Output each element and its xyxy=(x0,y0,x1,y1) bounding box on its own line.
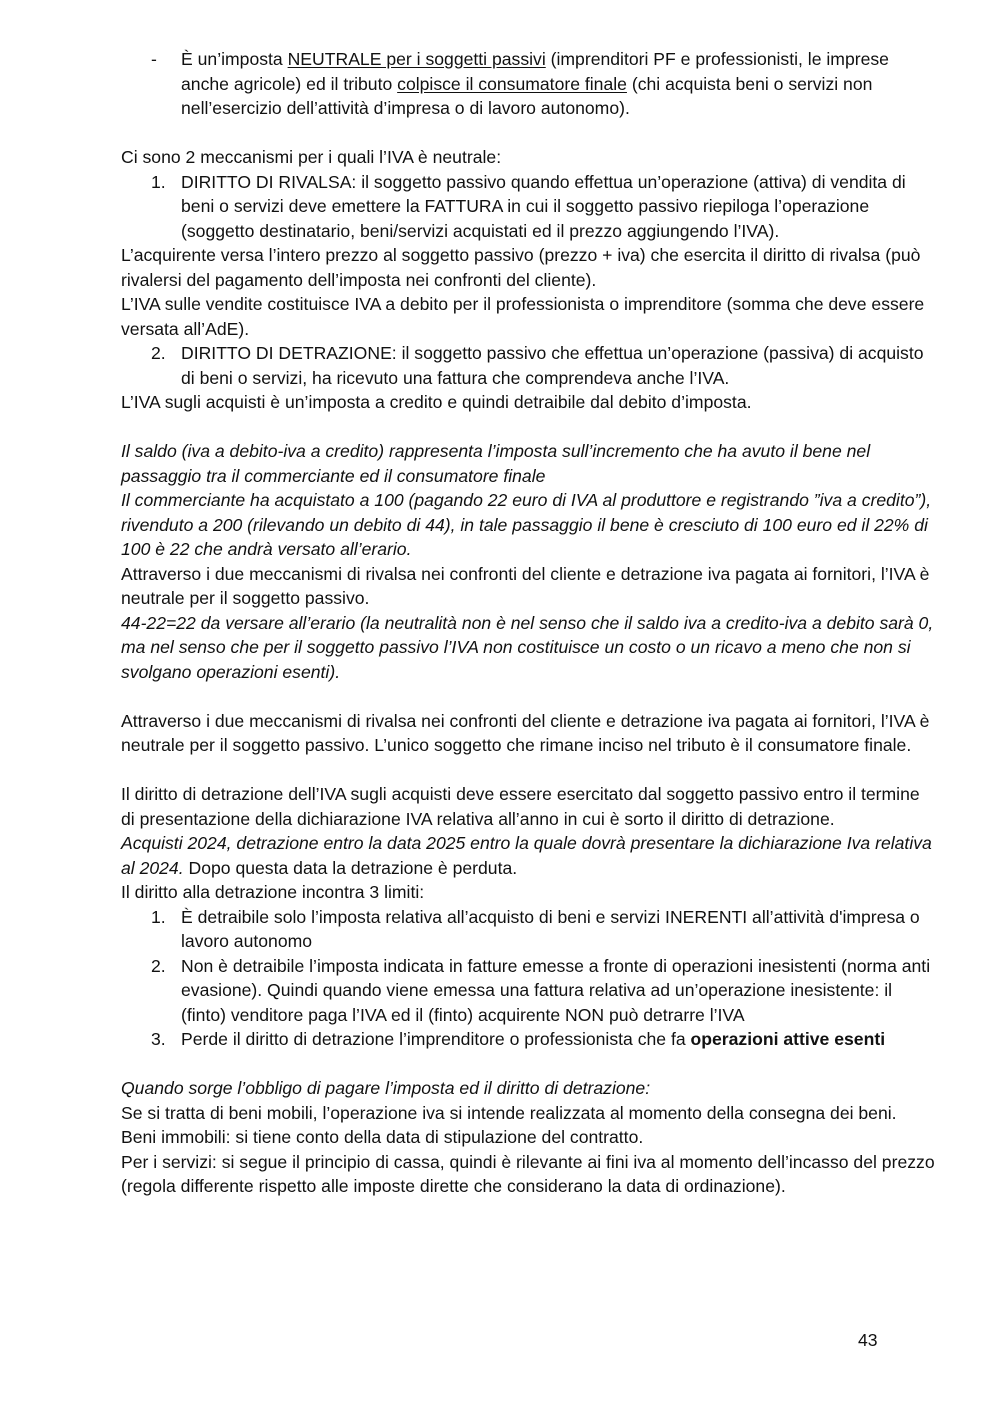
detrazione-paragraph: L’IVA sugli acquisti è un’imposta a credito e quindi detraibile dal debito d’imposta. xyxy=(121,392,752,412)
quando-italic: Quando sorge l’obbligo di pagare l’imposta ed il diritto di detrazione: xyxy=(121,1078,651,1098)
intro-paragraph xyxy=(181,47,936,121)
list-item-detrazione xyxy=(121,341,936,390)
list-item-text xyxy=(181,1027,936,1052)
diritto-paragraph: Il diritto di detrazione dell’IVA sugli acquisti deve essere esercitato dal soggetto passivo entro il termine di presentazione della dichiarazione IVA relativa all’anno in cui è sorto il diritto di detrazione. xyxy=(121,784,920,829)
mobili-paragraph: Se si tratta di beni mobili, l’operazione iva si intende realizzata al momento della consegna dei beni. xyxy=(121,1102,897,1123)
underlined-neutrale: NEUTRALE per i soggetti passivi xyxy=(287,49,546,69)
list-item-limite-3 xyxy=(121,1027,936,1052)
bold-operazioni-esenti: operazioni attive esenti xyxy=(690,1029,886,1049)
calc-italic: 44-22=22 da versare all’erario (la neutralità non è nel senso che il saldo iva a credito-iva a debito sarà 0, ma nel senso che per il soggetto passivo l’IVA non costituisce un costo o un ricavo a meno che non si svolgano operazioni esenti). xyxy=(121,612,934,682)
list-item-text: DIRITTO DI DETRAZIONE: il soggetto passivo che effettua un’operazione (passiva) di acquisto di beni o servizi, ha ricevuto una fattura che comprendeva anche l’IVA. xyxy=(181,343,924,388)
list-item-limite-1 xyxy=(121,905,936,954)
rivalsa-paragraph-2: L’IVA sulle vendite costituisce IVA a debito per il professionista o imprenditore (somma che deve essere versata all’AdE). xyxy=(121,294,925,339)
list-item-rivalsa xyxy=(121,170,936,244)
limiti-intro: Il diritto alla detrazione incontra 3 limiti: xyxy=(121,882,425,902)
list-number: 3. xyxy=(151,1029,166,1049)
list-item-limite-2 xyxy=(121,954,936,1028)
page-number: 43 xyxy=(858,1330,878,1350)
rivalsa-paragraph-1: L’acquirente versa l’intero prezzo al soggetto passivo (prezzo + iva) che esercita il diritto di rivalsa (può rivalersi del pagamento dell’imposta nei confronti del cliente). xyxy=(121,245,921,290)
list-number: 1. xyxy=(151,171,166,192)
meccanismi-intro: Ci sono 2 meccanismi per i quali l’IVA è neutrale: xyxy=(121,147,502,167)
attraverso-paragraph-2: Attraverso i due meccanismi di rivalsa nei confronti del cliente e detrazione iva pagata ai fornitori, l’IVA è neutrale per il soggetto passivo. L’unico soggetto che rimane inciso nel tributo è il consumatore finale. xyxy=(121,710,930,755)
acquisti-italic: Acquisti 2024, detrazione entro la data 2025 entro la quale dovrà presentare la dichiarazione Iva relativa al 2024. xyxy=(121,833,932,878)
acquisti-paragraph xyxy=(121,831,936,880)
saldo-italic-1: Il saldo (iva a debito-iva a credito) rappresenta l’imposta sull’incremento che ha avuto il bene nel passaggio tra il commerciante ed il consumatore finale xyxy=(121,441,871,486)
list-item-text: DIRITTO DI RIVALSA: il soggetto passivo quando effettua un’operazione (attiva) di vendita di beni o servizi deve emettere la FATTURA in cui il soggetto passivo riepiloga l’operazione (soggetto destinatario, beni/servizi acquistati ed il prezzo aggiungendo l’IVA). xyxy=(181,171,906,241)
bullet-item-neutrale xyxy=(121,47,936,121)
intro-text-a: È un’imposta xyxy=(181,49,288,69)
page-content xyxy=(121,47,936,1199)
list-item-text: Non è detraibile l’imposta indicata in fatture emesse a fronte di operazioni inesistenti (norma anti evasione). Quindi quando viene emessa una fattura relativa ad un’operazione inesistente: il (finto) venditore paga l’IVA ed il (finto) acquirente NON può detrarre l’IVA xyxy=(181,955,931,1025)
servizi-paragraph: Per i servizi: si segue il principio di cassa, quindi è rilevante ai fini iva al momento dell’incasso del prezzo (regola differente rispetto alle imposte dirette che considerano la data di ordinazione). xyxy=(121,1151,935,1196)
list-number: 2. xyxy=(151,955,166,976)
list-number: 2. xyxy=(151,343,166,363)
immobili-paragraph: Beni immobili: si tiene conto della data di stipulazione del contratto. xyxy=(121,1127,644,1147)
intro-text-c: (imprenditori PF e professionisti, le imprese anche agricole) ed il tributo xyxy=(181,49,889,94)
acquisti-rest: Dopo questa data la detrazione è perduta. xyxy=(183,857,518,878)
list-item-text: È detraibile solo l’imposta relativa all’acquisto di beni e servizi INERENTI all’attività d'impresa o lavoro autonomo xyxy=(181,906,920,951)
attraverso-paragraph-1: Attraverso i due meccanismi di rivalsa nei confronti del cliente e detrazione iva pagata ai fornitori, l’IVA è neutrale per il soggetto passivo. xyxy=(121,563,930,608)
list-number: 1. xyxy=(151,906,166,927)
intro-text-e: (chi acquista beni o servizi non nell’esercizio dell’attività d’impresa o di lavoro autonomo). xyxy=(181,73,873,118)
bullet-dash: - xyxy=(151,49,157,69)
saldo-italic-2: Il commerciante ha acquistato a 100 (pagando 22 euro di IVA al produttore e registrando ”iva a credito”), rivenduto a 200 (rilevando un debito di 44), in tale passaggio il bene è cresciuto di 100 euro ed il 22% di 100 è 22 che andrà versato all’erario. xyxy=(121,490,932,559)
underlined-consumatore: colpisce il consumatore finale xyxy=(397,73,627,94)
limite-3-text: Perde il diritto di detrazione l’imprenditore o professionista che fa xyxy=(181,1029,691,1049)
